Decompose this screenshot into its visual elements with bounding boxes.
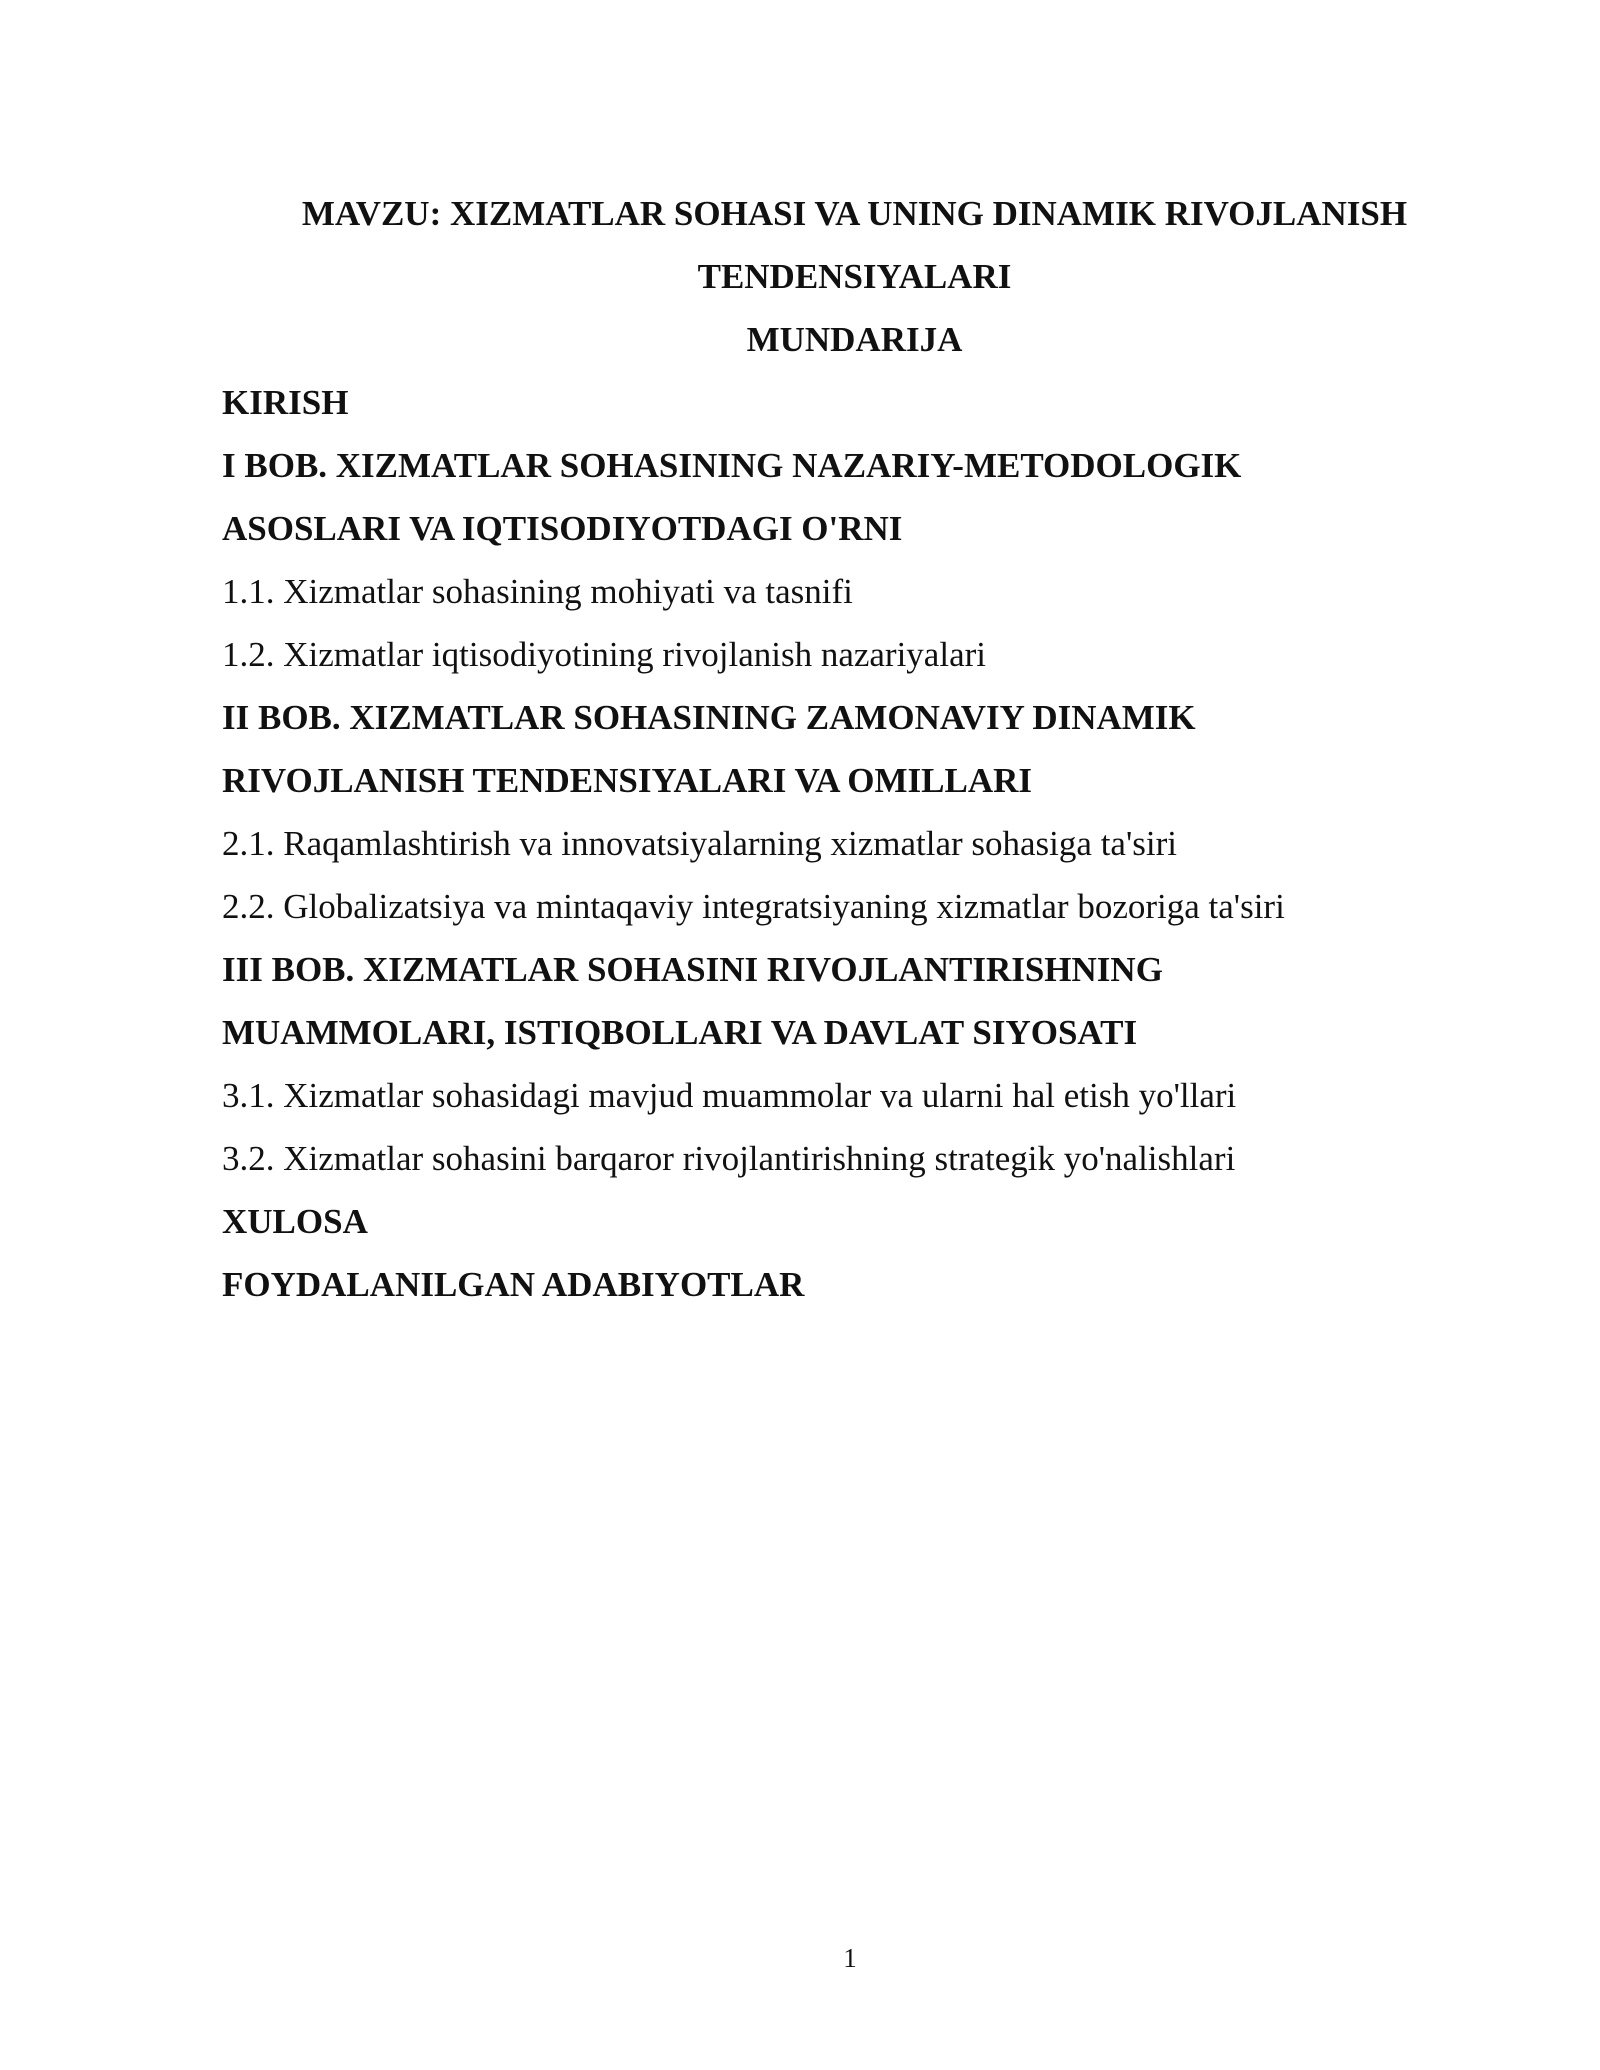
toc-chapter-2-line-1: II BOB. XIZMATLAR SOHASINING ZAMONAVIY DINAMIK <box>222 698 1196 737</box>
document-title-line-2: TENDENSIYALARI <box>697 257 1012 296</box>
table-of-contents <box>222 371 1487 1316</box>
toc-chapter-1-line-1: I BOB. XIZMATLAR SOHASINING NAZARIY-METODOLOGIK <box>222 446 1242 485</box>
title-block <box>222 182 1487 371</box>
document-title-line-1: MAVZU: XIZMATLAR SOHASI VA UNING DINAMIK RIVOJLANISH <box>301 194 1408 233</box>
toc-entry-conclusion: XULOSA <box>222 1202 368 1241</box>
page-number: 1 <box>843 1943 857 1973</box>
toc-section-3-1: 3.1. Xizmatlar sohasidagi mavjud muammolar va ularni hal etish yo'llari <box>222 1076 1237 1115</box>
toc-chapter-1-line-2: ASOSLARI VA IQTISODIYOTDAGI O'RNI <box>222 509 903 548</box>
toc-section-2-1: 2.1. Raqamlashtirish va innovatsiyalarning xizmatlar sohasiga ta'siri <box>222 824 1177 863</box>
toc-section-1-2: 1.2. Xizmatlar iqtisodiyotining rivojlanish nazariyalari <box>222 635 986 674</box>
toc-chapter-3-line-2: MUAMMOLARI, ISTIQBOLLARI VA DAVLAT SIYOSATI <box>222 1013 1138 1052</box>
toc-section-3-2: 3.2. Xizmatlar sohasini barqaror rivojlantirishning strategik yo'nalishlari <box>222 1139 1236 1178</box>
toc-chapter-3-line-1: III BOB. XIZMATLAR SOHASINI RIVOJLANTIRISHNING <box>222 950 1163 989</box>
toc-heading: MUNDARIJA <box>746 320 963 359</box>
toc-chapter-2-line-2: RIVOJLANISH TENDENSIYALARI VA OMILLARI <box>222 761 1033 800</box>
toc-entry-references: FOYDALANILGAN ADABIYOTLAR <box>222 1265 805 1304</box>
toc-section-2-2: 2.2. Globalizatsiya va mintaqaviy integratsiyaning xizmatlar bozoriga ta'siri <box>222 887 1285 926</box>
toc-entry-intro: KIRISH <box>222 383 349 422</box>
toc-section-1-1: 1.1. Xizmatlar sohasining mohiyati va tasnifi <box>222 572 853 611</box>
